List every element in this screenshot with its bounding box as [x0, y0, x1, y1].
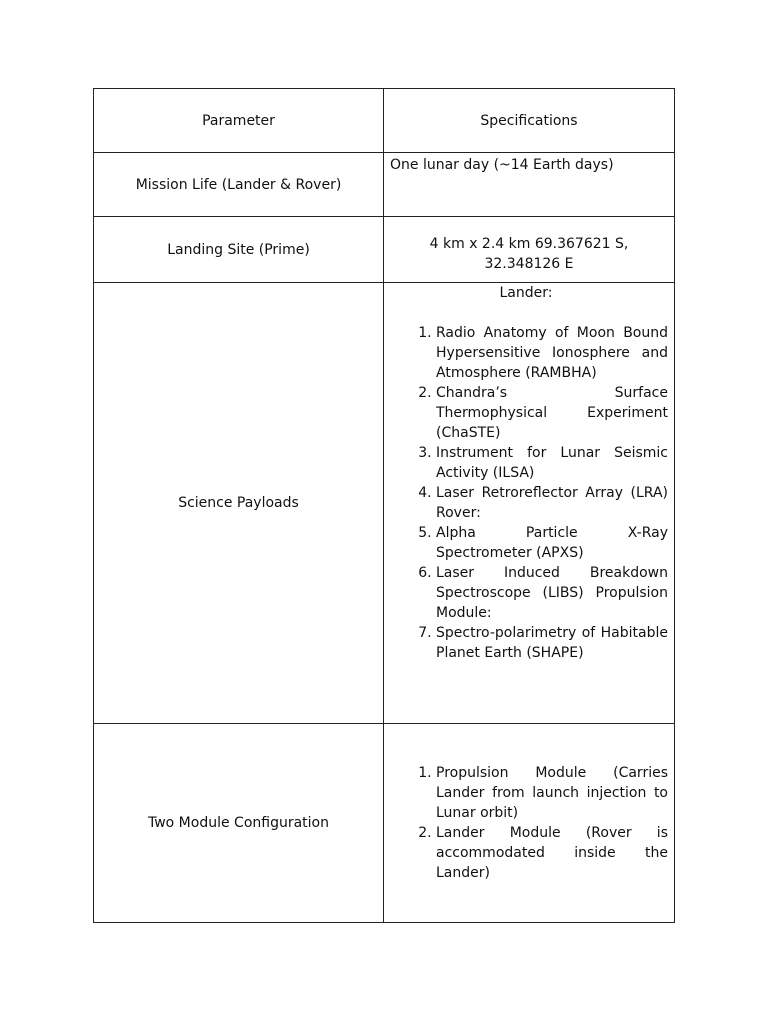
spec-cell — [384, 724, 674, 922]
parameter-cell: Two Module Configuration — [94, 724, 384, 922]
header-row — [94, 89, 674, 153]
header-specifications: Specifications — [480, 112, 578, 129]
table-row — [94, 724, 674, 922]
spec-cell — [384, 217, 674, 282]
spec-cell: One lunar day (~14 Earth days) — [390, 157, 614, 173]
spec-line: 4 km x 2.4 km 69.367621 S, — [429, 235, 629, 252]
spec-line: 32.348126 E — [484, 255, 574, 272]
parameter-cell: Landing Site (Prime) — [94, 217, 384, 282]
parameter-cell: Science Payloads — [94, 283, 384, 723]
payload-heading: Lander: — [499, 285, 553, 301]
list-item: 1. Propulsion Module (Carries Lander from launch injection to Lunar orbit) — [436, 763, 668, 823]
list-item: 6. Laser Induced Breakdown Spectroscope (LIBS) Propulsion Module: — [436, 563, 668, 623]
table-row — [94, 153, 674, 217]
table-row — [94, 217, 674, 283]
parameter-cell: Mission Life (Lander & Rover) — [94, 153, 384, 216]
specifications-table — [93, 88, 675, 923]
module-list — [384, 763, 668, 883]
table-row — [94, 283, 674, 724]
list-item: 4. Laser Retroreflector Array (LRA) Rover: — [436, 483, 668, 523]
list-item: 2. Chandra’s Surface Thermophysical Experiment (ChaSTE) — [436, 383, 668, 443]
header-parameter: Parameter — [94, 89, 384, 152]
list-item: 7. Spectro-polarimetry of Habitable Planet Earth (SHAPE) — [436, 623, 668, 663]
spec-cell — [384, 283, 674, 723]
list-item: 3. Instrument for Lunar Seismic Activity (ILSA) — [436, 443, 668, 483]
list-item: 1. Radio Anatomy of Moon Bound Hypersensitive Ionosphere and Atmosphere (RAMBHA) — [436, 323, 668, 383]
list-item: 5. Alpha Particle X-Ray Spectrometer (APXS) — [436, 523, 668, 563]
payload-list — [384, 323, 668, 663]
list-item: 2. Lander Module (Rover is accommodated inside the Lander) — [436, 823, 668, 883]
